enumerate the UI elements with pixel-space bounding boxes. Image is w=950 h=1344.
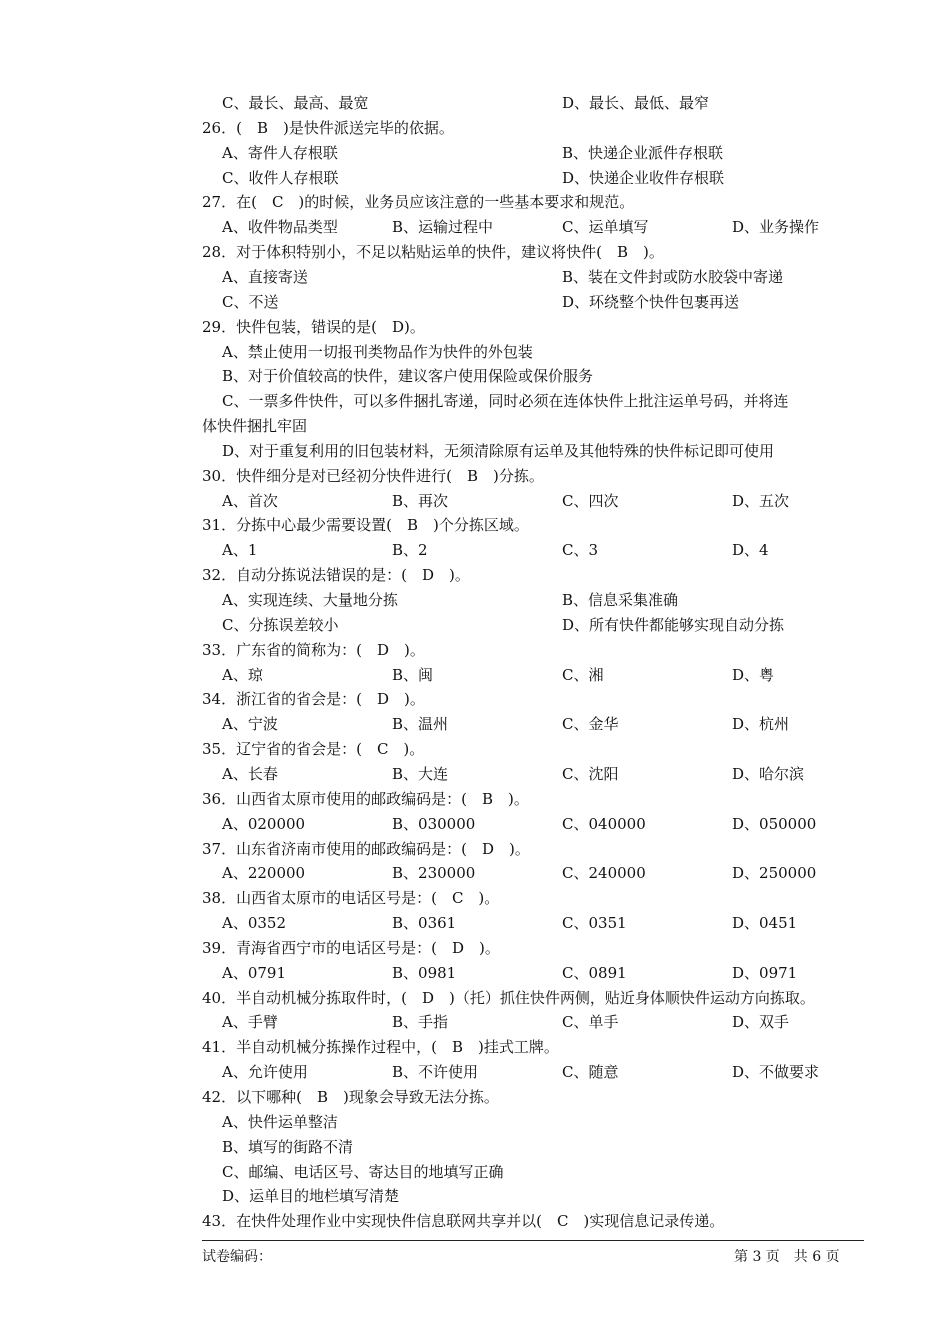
answer-option: D、双手 xyxy=(732,1013,790,1032)
answer-option: C、一票多件快件，可以多件捆扎寄递，同时必须在连体快件上批注运单号码，并将连 xyxy=(222,392,789,411)
answer-option: A、允许使用 xyxy=(222,1063,308,1082)
answer-option: A、宁波 xyxy=(222,715,278,734)
answer-option: C、0891 xyxy=(562,963,627,982)
question-line: 41．半自动机械分拣操作过程中，( B )挂式工牌。 xyxy=(202,1038,559,1057)
answer-option: D、050000 xyxy=(732,814,817,833)
answer-option: A、禁止使用一切报刊类物品作为快件的外包装 xyxy=(222,342,533,361)
answer-option: C、四次 xyxy=(562,491,619,510)
answer-option: A、收件物品类型 xyxy=(222,218,338,237)
question-line: 37．山东省济南市使用的邮政编码是：( D )。 xyxy=(202,839,530,858)
options-row xyxy=(202,215,862,239)
answer-option: C、运单填写 xyxy=(562,218,649,237)
answer-option: D、粤 xyxy=(732,665,775,684)
answer-option: C、邮编、电话区号、寄达目的地填写正确 xyxy=(222,1162,504,1181)
options-row xyxy=(202,166,862,190)
answer-option: B、闽 xyxy=(392,665,434,684)
question-line: 33．广东省的简称为：( D )。 xyxy=(202,640,425,659)
question-line: 35．辽宁省的省会是：( C )。 xyxy=(202,740,425,759)
answer-option: D、4 xyxy=(732,541,769,560)
page-number: 第 3 页 共 6 页 xyxy=(734,1249,840,1265)
answer-option: D、五次 xyxy=(732,491,790,510)
answer-option: D、0451 xyxy=(732,914,798,933)
options-row xyxy=(202,663,862,687)
answer-option: C、040000 xyxy=(562,814,646,833)
question-line: 40．半自动机械分拣取件时，( D )（托）抓住快件两侧，贴近身体顺快件运动方向拣取。 xyxy=(202,988,815,1007)
answer-option: B、对于价值较高的快件，建议客户使用保险或保价服务 xyxy=(222,367,594,386)
answer-option: A、长春 xyxy=(222,764,278,783)
answer-option: B、装在文件封或防水胶袋中寄递 xyxy=(562,267,784,286)
answer-option: C、最长、最高、最宽 xyxy=(222,94,369,112)
question-line: 27．在( C )的时候，业务员应该注意的一些基本要求和规范。 xyxy=(202,193,635,212)
answer-option: C、不送 xyxy=(222,292,279,311)
options-row xyxy=(202,1060,862,1084)
question-line: 28．对于体积特别小，不足以粘贴运单的快件，建议将快件( B )。 xyxy=(202,243,664,262)
options-row xyxy=(202,265,862,289)
answer-option-line xyxy=(202,364,862,388)
answer-option: C、单手 xyxy=(562,1013,619,1032)
answer-option: C、0351 xyxy=(562,914,627,933)
footer-divider xyxy=(202,1240,864,1241)
answer-option: D、最长、最低、最窄 xyxy=(562,94,710,112)
answer-option: B、0981 xyxy=(392,963,457,982)
answer-option: A、手臂 xyxy=(222,1013,278,1032)
answer-option: A、快件运单整洁 xyxy=(222,1112,338,1131)
options-row xyxy=(202,141,862,165)
question-line: 38．山西省太原市的电话区号是：( C )。 xyxy=(202,889,500,908)
question-line: 43．在快件处理作业中实现快件信息联网共享并以( C )实现信息记录传递。 xyxy=(202,1212,725,1231)
answer-option: A、1 xyxy=(222,541,258,560)
answer-option: C、分拣误差较小 xyxy=(222,615,339,634)
question-line: 39．青海省西宁市的电话区号是：( D )。 xyxy=(202,938,500,957)
answer-option: A、220000 xyxy=(222,864,306,883)
answer-option: B、030000 xyxy=(392,814,476,833)
answer-option-line xyxy=(202,1110,862,1134)
answer-option: D、业务操作 xyxy=(732,218,820,237)
question-line: 26．( B )是快件派送完毕的依据。 xyxy=(202,118,454,137)
answer-option: A、0352 xyxy=(222,914,287,933)
options-row xyxy=(202,613,862,637)
answer-option: D、杭州 xyxy=(732,715,790,734)
answer-option: B、230000 xyxy=(392,864,476,883)
answer-option: B、再次 xyxy=(392,491,449,510)
answer-option: B、不许使用 xyxy=(392,1063,479,1082)
options-row xyxy=(202,712,862,736)
answer-option: B、填写的街路不清 xyxy=(222,1137,354,1156)
answer-option: B、运输过程中 xyxy=(392,218,494,237)
options-row xyxy=(202,290,862,314)
question-line: 36．山西省太原市使用的邮政编码是：( B )。 xyxy=(202,789,529,808)
answer-option: C、随意 xyxy=(562,1063,619,1082)
question-line: 30．快件细分是对已经初分快件进行( B )分拣。 xyxy=(202,466,544,485)
answer-option: B、温州 xyxy=(392,715,449,734)
exam-code-label: 试卷编码： xyxy=(202,1249,272,1265)
answer-option: A、琼 xyxy=(222,665,263,684)
answer-option: A、首次 xyxy=(222,491,278,510)
answer-option: C、沈阳 xyxy=(562,764,619,783)
answer-option-line xyxy=(202,439,862,463)
question-line: 体快件捆扎牢固 xyxy=(202,417,308,436)
answer-option: D、所有快件都能够实现自动分拣 xyxy=(562,615,785,634)
answer-option: D、快递企业收件存根联 xyxy=(562,168,725,187)
options-row xyxy=(202,812,862,836)
question-line: 42．以下哪种( B )现象会导致无法分拣。 xyxy=(202,1088,499,1106)
answer-option: D、对于重复利用的旧包装材料，无须清除原有运单及其他特殊的快件标记即可使用 xyxy=(222,441,775,460)
answer-option-line xyxy=(202,389,862,413)
answer-option-line xyxy=(202,1160,862,1184)
options-row xyxy=(202,762,862,786)
options-row xyxy=(202,911,862,935)
question-line: 32．自动分拣说法错误的是：( D )。 xyxy=(202,566,470,585)
answer-option: D、0971 xyxy=(732,963,798,982)
answer-option: B、2 xyxy=(392,541,428,560)
answer-option: D、运单目的地栏填写清楚 xyxy=(222,1187,400,1206)
answer-option: B、大连 xyxy=(392,764,449,783)
answer-option: B、快递企业派件存根联 xyxy=(562,143,724,162)
answer-option: B、信息采集准确 xyxy=(562,591,679,609)
answer-option: C、湘 xyxy=(562,665,604,684)
answer-option: B、手指 xyxy=(392,1013,449,1032)
question-line: 31．分拣中心最少需要设置( B )个分拣区域。 xyxy=(202,516,529,535)
answer-option: D、不做要求 xyxy=(732,1063,820,1082)
options-row xyxy=(202,91,862,115)
answer-option-line xyxy=(202,1184,862,1208)
options-row xyxy=(202,489,862,513)
answer-option: D、环绕整个快件包裹再送 xyxy=(562,292,740,311)
options-row xyxy=(202,588,862,612)
options-row xyxy=(202,538,862,562)
answer-option: A、实现连续、大量地分拣 xyxy=(222,591,398,609)
answer-option: A、0791 xyxy=(222,963,287,982)
answer-option: A、寄件人存根联 xyxy=(222,143,338,162)
answer-option: B、0361 xyxy=(392,914,457,933)
question-line: 29．快件包装，错误的是( D)。 xyxy=(202,317,425,336)
answer-option: C、收件人存根联 xyxy=(222,168,339,187)
answer-option: A、020000 xyxy=(222,814,306,833)
answer-option: C、240000 xyxy=(562,864,646,883)
answer-option: D、哈尔滨 xyxy=(732,764,805,783)
answer-option-line xyxy=(202,340,862,364)
answer-option: A、直接寄送 xyxy=(222,267,308,286)
options-row xyxy=(202,861,862,885)
options-row xyxy=(202,961,862,985)
answer-option: D、250000 xyxy=(732,864,817,883)
answer-option: C、金华 xyxy=(562,715,619,734)
options-row xyxy=(202,1010,862,1034)
answer-option-line xyxy=(202,1135,862,1159)
question-line: 34．浙江省的省会是：( D )。 xyxy=(202,690,425,709)
answer-option: C、3 xyxy=(562,541,599,560)
